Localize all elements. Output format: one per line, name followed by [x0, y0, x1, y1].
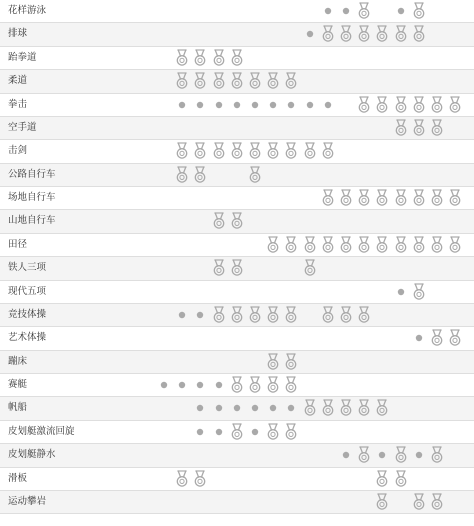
medal-event-icon [410, 117, 428, 139]
medal-event-icon [373, 468, 391, 490]
medal-event-icon [337, 23, 355, 45]
medal-event-icon [319, 140, 337, 162]
event-dot-icon [246, 94, 264, 116]
medal-event-icon [210, 304, 228, 326]
medal-event-icon [282, 70, 300, 92]
sport-name: 柔道 [8, 75, 28, 87]
schedule-row [0, 281, 474, 304]
medal-event-icon [319, 397, 337, 419]
sport-name: 跆拳道 [8, 51, 37, 63]
medal-event-icon [228, 70, 246, 92]
medal-event-icon [410, 187, 428, 209]
sport-name: 皮划艇激流回旋 [8, 425, 75, 437]
schedule-row [0, 210, 474, 233]
medal-event-icon [246, 140, 264, 162]
medal-event-icon [446, 327, 464, 349]
medal-event-icon [392, 187, 410, 209]
sport-name: 竞技体操 [8, 308, 47, 320]
schedule-row [0, 187, 474, 210]
schedule-row [0, 164, 474, 187]
sport-name: 皮划艇静水 [8, 449, 56, 461]
medal-event-icon [355, 304, 373, 326]
event-dot-icon [191, 397, 209, 419]
sport-name: 现代五项 [8, 285, 47, 297]
medal-event-icon [191, 47, 209, 69]
medal-event-icon [228, 47, 246, 69]
medal-event-icon [410, 23, 428, 45]
event-dot-icon [210, 421, 228, 443]
medal-event-icon [228, 304, 246, 326]
event-dot-icon [228, 397, 246, 419]
schedule-row [0, 351, 474, 374]
medal-event-icon [319, 23, 337, 45]
schedule-row [0, 0, 474, 23]
schedule-row [0, 304, 474, 327]
sport-name: 田径 [8, 238, 28, 250]
medal-event-icon [191, 70, 209, 92]
event-dot-icon [410, 444, 428, 466]
sport-name: 赛艇 [8, 379, 28, 391]
schedule-row [0, 47, 474, 70]
medal-event-icon [282, 140, 300, 162]
medal-event-icon [355, 444, 373, 466]
medal-event-icon [246, 304, 264, 326]
medal-event-icon [210, 210, 228, 232]
medal-event-icon [173, 140, 191, 162]
sport-name: 排球 [8, 28, 28, 40]
sport-name: 滑板 [8, 472, 28, 484]
sport-name: 花样游泳 [8, 5, 47, 16]
schedule-row [0, 70, 474, 93]
sport-name: 蹦床 [8, 355, 28, 367]
medal-event-icon [282, 374, 300, 396]
medal-event-icon [282, 351, 300, 373]
event-dot-icon [210, 397, 228, 419]
event-dot-icon [337, 0, 355, 22]
medal-event-icon [264, 234, 282, 256]
event-dot-icon [210, 94, 228, 116]
medal-event-icon [410, 94, 428, 116]
sport-name: 运动攀岩 [8, 495, 47, 507]
medal-event-icon [282, 421, 300, 443]
event-dot-icon [337, 444, 355, 466]
medal-event-icon [410, 0, 428, 22]
medal-event-icon [446, 187, 464, 209]
sport-name: 公路自行车 [8, 168, 56, 180]
medal-event-icon [428, 94, 446, 116]
event-dot-icon [228, 94, 246, 116]
event-dot-icon [392, 281, 410, 303]
medal-event-icon [264, 421, 282, 443]
medal-event-icon [228, 257, 246, 279]
event-dot-icon [246, 421, 264, 443]
event-dot-icon [301, 94, 319, 116]
medal-event-icon [191, 140, 209, 162]
medal-event-icon [373, 187, 391, 209]
medal-event-icon [173, 164, 191, 186]
medal-event-icon [392, 117, 410, 139]
schedule-row [0, 327, 474, 350]
medal-event-icon [446, 94, 464, 116]
event-dot-icon [410, 327, 428, 349]
medal-event-icon [191, 164, 209, 186]
schedule-row [0, 468, 474, 491]
medal-event-icon [264, 351, 282, 373]
medal-event-icon [428, 491, 446, 513]
event-dot-icon [173, 374, 191, 396]
medal-event-icon [210, 47, 228, 69]
medal-event-icon [337, 304, 355, 326]
event-dot-icon [392, 0, 410, 22]
event-dot-icon [173, 304, 191, 326]
medal-event-icon [301, 234, 319, 256]
medal-event-icon [191, 468, 209, 490]
medal-event-icon [446, 234, 464, 256]
event-dot-icon [301, 23, 319, 45]
sport-name: 拳击 [8, 98, 28, 110]
medal-event-icon [210, 140, 228, 162]
medal-event-icon [355, 94, 373, 116]
medal-event-icon [355, 23, 373, 45]
sport-name: 空手道 [8, 121, 37, 133]
event-dot-icon [246, 397, 264, 419]
event-dot-icon [191, 374, 209, 396]
medal-event-icon [246, 164, 264, 186]
medal-event-icon [392, 94, 410, 116]
medal-event-icon [392, 234, 410, 256]
medal-event-icon [319, 234, 337, 256]
medal-event-icon [355, 397, 373, 419]
medal-event-icon [301, 397, 319, 419]
medal-event-icon [173, 70, 191, 92]
medal-event-icon [228, 374, 246, 396]
sport-name: 帆船 [8, 402, 28, 414]
medal-event-icon [428, 234, 446, 256]
medal-event-icon [337, 397, 355, 419]
event-dot-icon [191, 304, 209, 326]
medal-event-icon [282, 234, 300, 256]
medal-event-icon [392, 444, 410, 466]
medal-event-icon [264, 140, 282, 162]
schedule-row [0, 117, 474, 140]
medal-event-icon [355, 0, 373, 22]
medal-event-icon [373, 397, 391, 419]
medal-event-icon [373, 491, 391, 513]
medal-event-icon [337, 234, 355, 256]
medal-event-icon [373, 234, 391, 256]
medal-event-icon [301, 257, 319, 279]
medal-event-icon [228, 210, 246, 232]
medal-event-icon [173, 47, 191, 69]
medal-event-icon [264, 374, 282, 396]
sport-name: 艺术体操 [8, 332, 47, 344]
medal-event-icon [173, 468, 191, 490]
medal-event-icon [319, 304, 337, 326]
medal-event-icon [319, 187, 337, 209]
schedule-row [0, 234, 474, 257]
sport-name: 山地自行车 [8, 215, 56, 227]
medal-event-icon [282, 304, 300, 326]
event-dot-icon [282, 397, 300, 419]
schedule-row [0, 491, 474, 514]
schedule-row [0, 94, 474, 117]
event-dot-icon [373, 444, 391, 466]
event-dot-icon [264, 397, 282, 419]
medal-event-icon [410, 234, 428, 256]
medal-event-icon [428, 444, 446, 466]
medal-event-icon [392, 23, 410, 45]
medal-event-icon [410, 491, 428, 513]
medal-event-icon [337, 187, 355, 209]
medal-event-icon [246, 374, 264, 396]
event-dot-icon [191, 94, 209, 116]
schedule-row [0, 140, 474, 163]
medal-event-icon [355, 187, 373, 209]
medal-event-icon [228, 421, 246, 443]
medal-event-icon [301, 140, 319, 162]
medal-event-icon [373, 94, 391, 116]
medal-event-icon [428, 327, 446, 349]
schedule-row [0, 374, 474, 397]
schedule-row [0, 23, 474, 46]
medal-event-icon [264, 304, 282, 326]
medal-event-icon [264, 70, 282, 92]
event-dot-icon [191, 421, 209, 443]
event-dot-icon [264, 94, 282, 116]
event-dot-icon [319, 0, 337, 22]
sport-name: 击剑 [8, 145, 28, 157]
medal-event-icon [428, 117, 446, 139]
sport-name: 铁人三项 [8, 262, 47, 274]
sport-name: 场地自行车 [8, 192, 56, 204]
event-dot-icon [282, 94, 300, 116]
medal-event-icon [210, 257, 228, 279]
medal-event-icon [246, 70, 264, 92]
medal-event-icon [228, 140, 246, 162]
medal-event-icon [428, 187, 446, 209]
event-dot-icon [319, 94, 337, 116]
schedule-row [0, 257, 474, 280]
medal-event-icon [355, 234, 373, 256]
event-dot-icon [210, 374, 228, 396]
medal-event-icon [410, 281, 428, 303]
medal-event-icon [392, 468, 410, 490]
schedule-row [0, 397, 474, 420]
schedule-row [0, 444, 474, 467]
medal-event-icon [210, 70, 228, 92]
schedule-row [0, 421, 474, 444]
medal-event-icon [373, 23, 391, 45]
event-dot-icon [155, 374, 173, 396]
event-dot-icon [173, 94, 191, 116]
